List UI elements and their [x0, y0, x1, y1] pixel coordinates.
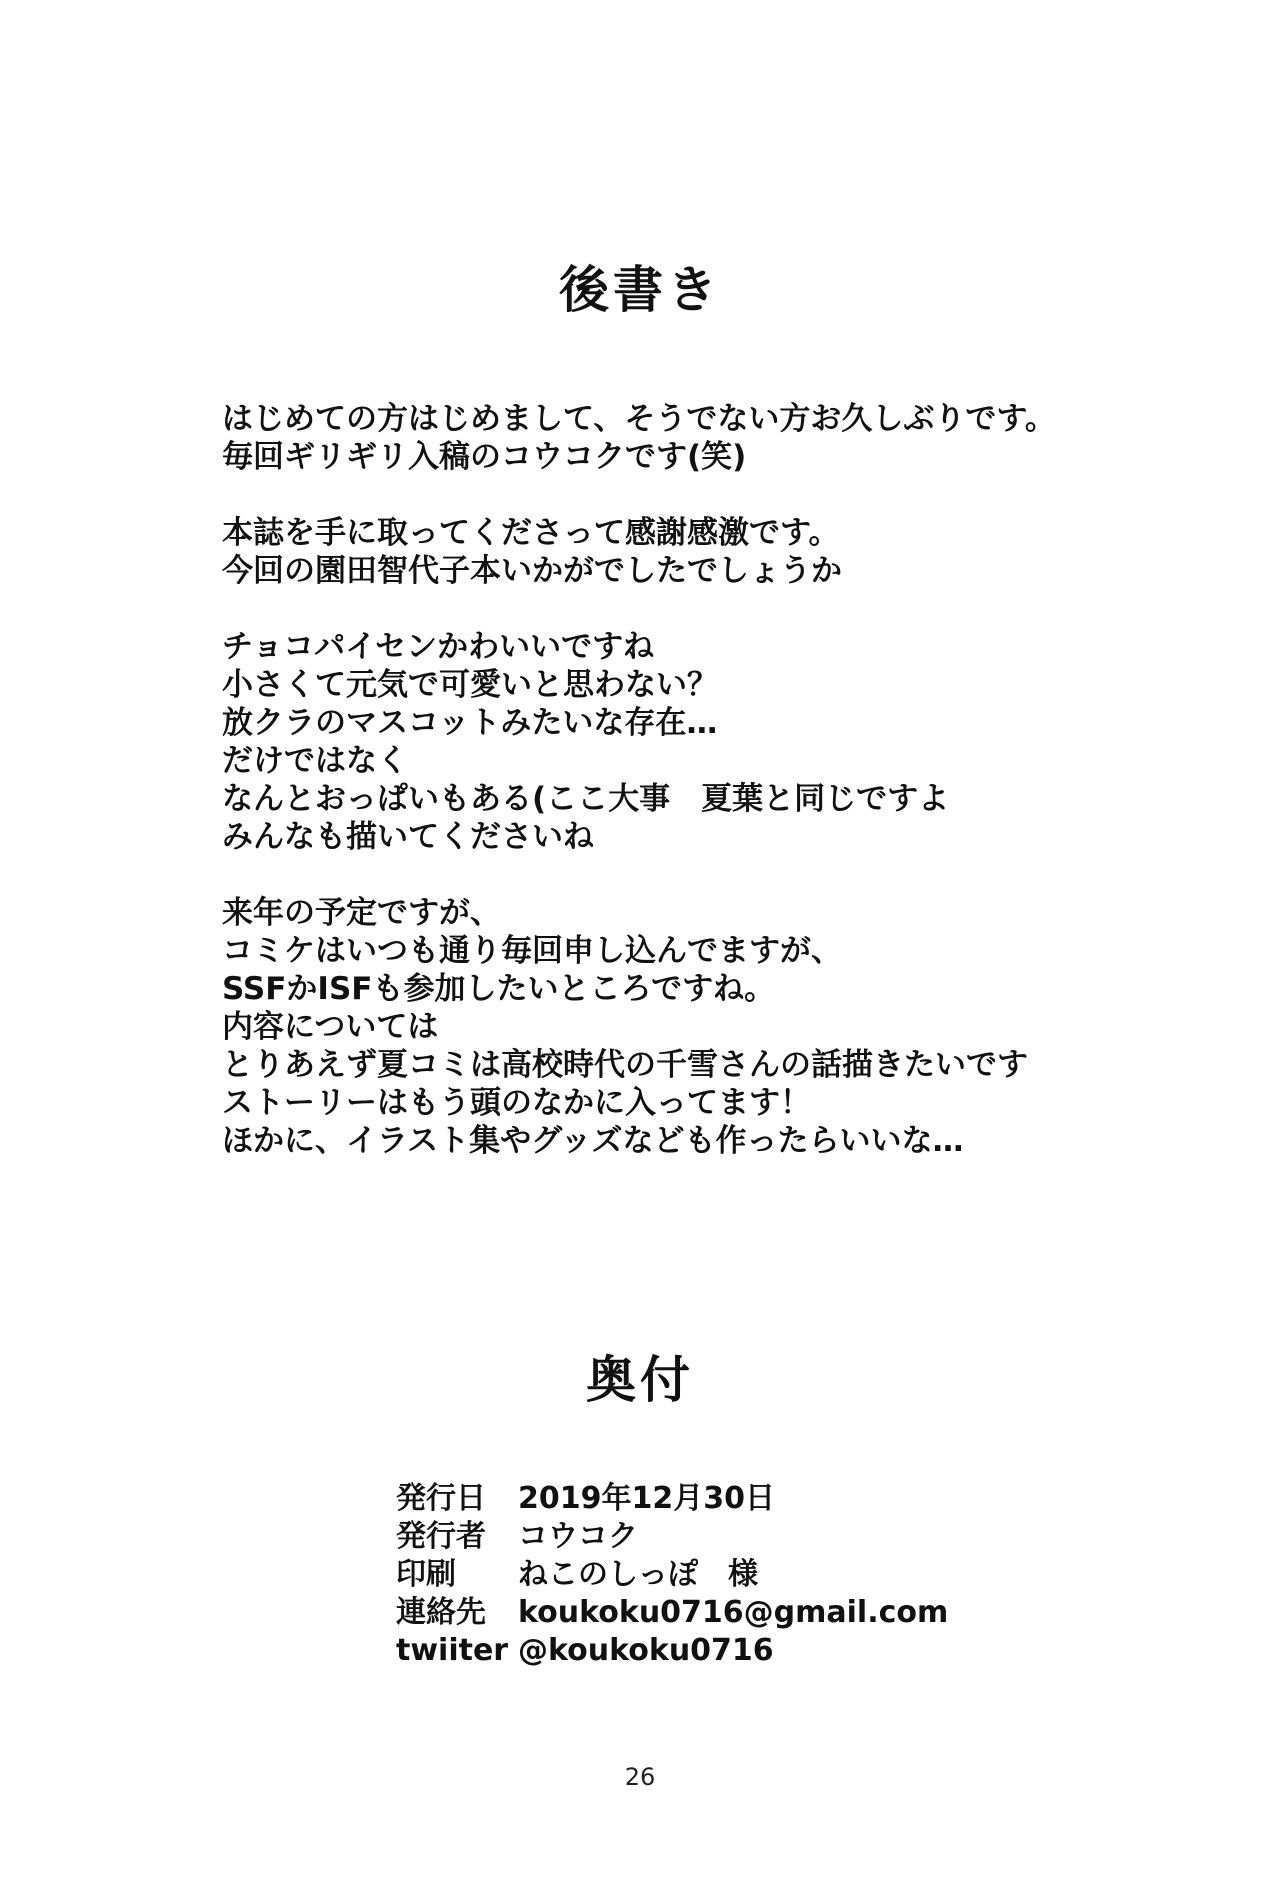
afterword-line: みんなも描いてくださいね	[222, 819, 594, 855]
colophon-value: @koukoku0716	[518, 1633, 774, 1668]
afterword-line: チョコパイセンかわいいですね	[222, 629, 655, 665]
colophon-row-twitter	[396, 1632, 1096, 1670]
colophon-value: koukoku0716@gmail.com	[518, 1595, 949, 1630]
afterword-line: 今回の園田智代子本いかがでしたでしょうか	[222, 553, 842, 589]
afterword-line: とりあえず夏コミは高校時代の千雪さんの話描きたいです	[222, 1047, 1028, 1083]
afterword-line: はじめての方はじめまして、そうでない方お久しぶりです。	[222, 401, 1056, 437]
afterword-line: SSFかISFも参加したいところですね。	[222, 971, 776, 1007]
afterword-line: 放クラのマスコットみたいな存在…	[222, 705, 718, 741]
afterword-paragraph	[222, 514, 1222, 590]
afterword-line: 内容については	[222, 1009, 439, 1045]
afterword-body	[222, 400, 1222, 1198]
afterword-line: ストーリーはもう頭のなかに入ってます！	[222, 1085, 811, 1121]
afterword-paragraph	[222, 400, 1222, 476]
afterword-line: 来年の予定ですが、	[222, 895, 501, 931]
afterword-line: なんとおっぱいもある(ここ大事 夏葉と同じですよ	[222, 781, 950, 817]
colophon-label: 発行日	[396, 1481, 486, 1516]
colophon-row-publisher	[396, 1518, 1096, 1556]
afterword-title: 後書き	[559, 261, 721, 319]
colophon-value: ねこのしっぽ 様	[518, 1557, 758, 1592]
afterword-line: コミケはいつも通り毎回申し込んでますが、	[222, 933, 842, 969]
afterword-line: 本誌を手に取ってくださって感謝感激です。	[222, 515, 840, 551]
colophon-row-contact	[396, 1594, 1096, 1632]
colophon-label: twiiter	[396, 1633, 509, 1668]
afterword-line: ほかに、イラスト集やグッズなども作ったらいいな…	[222, 1123, 964, 1159]
afterword-paragraph	[222, 894, 1222, 1160]
page-number: 26	[624, 1763, 656, 1791]
afterword-line: だけではなく	[222, 743, 408, 779]
colophon-label: 連絡先	[396, 1595, 486, 1630]
colophon-value: コウコク	[518, 1519, 638, 1554]
colophon-label: 発行者	[396, 1519, 486, 1554]
colophon-label: 印刷	[396, 1557, 456, 1592]
afterword-line: 小さくて元気で可愛いと思わない？	[222, 667, 718, 703]
colophon-row-printer	[396, 1556, 1096, 1594]
afterword-paragraph	[222, 628, 1222, 856]
colophon-table	[396, 1480, 1096, 1670]
colophon-title: 奥付	[586, 1351, 694, 1409]
afterword-line: 毎回ギリギリ入稿のコウコクです(笑)	[222, 439, 747, 475]
colophon-row-publish-date	[396, 1480, 1096, 1518]
colophon-value: 2019年12月30日	[518, 1481, 775, 1516]
